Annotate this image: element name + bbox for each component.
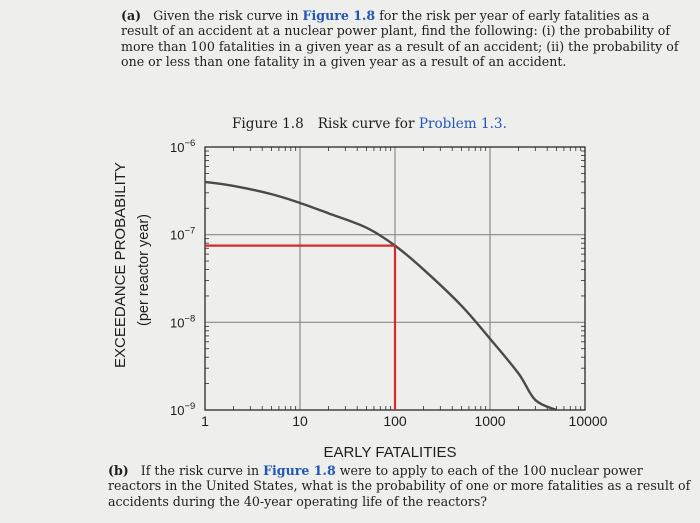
part-a-figure-link[interactable]: Figure 1.8 <box>302 8 376 23</box>
problem-part-b <box>108 463 693 509</box>
x-axis-label: EARLY FATALITIES <box>323 444 457 461</box>
figure-caption-text: Risk curve for <box>317 116 415 132</box>
part-b-figure-link[interactable]: Figure 1.8 <box>263 463 336 478</box>
risk-curve-line <box>205 182 556 410</box>
part-b-text-1: If the risk curve in <box>140 463 260 478</box>
x-tick-label: 100 <box>383 413 407 429</box>
part-a-text-1: Given the risk curve in <box>153 8 299 23</box>
y-tick-labels <box>170 138 195 418</box>
x-tick-label: 10 <box>292 413 308 429</box>
part-a-label: (a) <box>121 8 142 23</box>
part-b-text-2: were to apply to each of the 100 nuclear power reactors in the United States, what is the probability of one or more fatalities as a result of accidents during the 40-year operating life of the reactors? <box>108 463 691 509</box>
y-tick-label: $10^{-6}$ <box>170 138 196 155</box>
figure-problem-link[interactable]: Problem 1.3. <box>418 116 507 132</box>
y-tick-label: $10^{-8}$ <box>170 313 196 331</box>
y-axis-label: EXCEEDANCE PROBABILITY <box>112 162 129 368</box>
x-tick-label: 1 <box>201 413 209 429</box>
y-tick-label: $10^{-7}$ <box>170 225 196 243</box>
figure-label: Figure 1.8 <box>232 116 304 132</box>
y-axis-sublabel: (per reactor year) <box>136 213 152 327</box>
part-b-label: (b) <box>108 463 129 478</box>
y-tick-label: $10^{-9}$ <box>170 401 196 418</box>
x-tick-label: 1000 <box>474 413 506 429</box>
x-tick-labels <box>201 413 608 429</box>
x-tick-label: 10000 <box>568 413 608 429</box>
part-a-text-2: for the risk per year of early fatalities as a result of an accident at a nuclear power plant, find the following: (i) the probability of more than 100 fatalities in a given year as a result of an accident; (ii) the probability of one or less than one fatality in a given year as a result of an accident. <box>121 8 679 70</box>
